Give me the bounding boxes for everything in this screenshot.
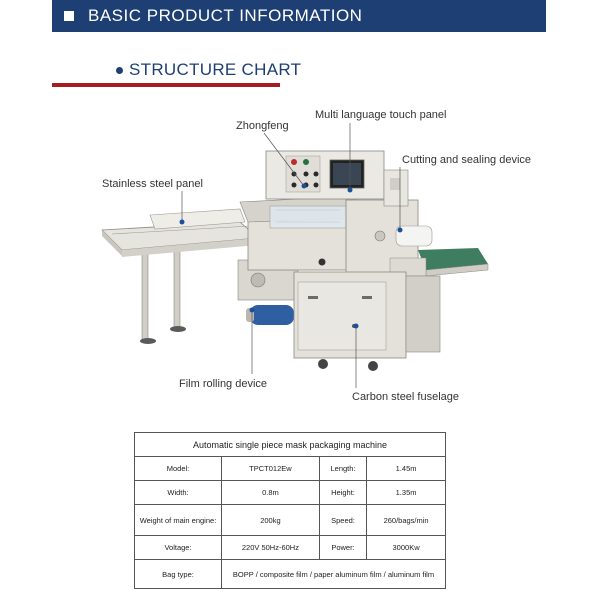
cell-label: Model:	[135, 457, 222, 481]
callout-cutting-sealing: Cutting and sealing device	[402, 154, 532, 166]
table-row	[135, 536, 446, 560]
cell-value: 260/bags/min	[367, 505, 446, 536]
callout-zhongfeng: Zhongfeng	[236, 120, 289, 132]
cell-label: Bag type:	[135, 560, 222, 589]
callout-carbon-fuselage: Carbon steel fuselage	[352, 391, 460, 403]
cell-label: Height:	[319, 481, 366, 505]
table-row	[135, 560, 446, 589]
cell-label: Width:	[135, 481, 222, 505]
cell-label: Weight of main engine:	[135, 505, 222, 536]
cell-value: 3000Kw	[367, 536, 446, 560]
cell-label: Voltage:	[135, 536, 222, 560]
callout-stainless-panel: Stainless steel panel	[102, 178, 203, 190]
table-row	[135, 505, 446, 536]
callout-touch-panel: Multi language touch panel	[315, 109, 447, 121]
cell-label: Speed:	[319, 505, 366, 536]
section-title: STRUCTURE CHART	[129, 60, 302, 79]
cell-value: TPCT012Ew	[222, 457, 320, 481]
table-caption: Automatic single piece mask packaging machine	[135, 433, 446, 457]
spec-table	[134, 432, 446, 589]
table-row	[135, 457, 446, 481]
cell-label: Length:	[319, 457, 366, 481]
cell-value: 220V 50Hz-60Hz	[222, 536, 320, 560]
cell-value: 1.45m	[367, 457, 446, 481]
cell-value: 200kg	[222, 505, 320, 536]
cell-value: BOPP / composite film / paper aluminum film / aluminum film	[222, 560, 446, 589]
callout-film-rolling: Film rolling device	[179, 378, 268, 390]
header-title: BASIC PRODUCT INFORMATION	[88, 6, 363, 25]
table-row	[135, 481, 446, 505]
cell-label: Power:	[319, 536, 366, 560]
cell-value: 0.8m	[222, 481, 320, 505]
cell-value: 1.35m	[367, 481, 446, 505]
